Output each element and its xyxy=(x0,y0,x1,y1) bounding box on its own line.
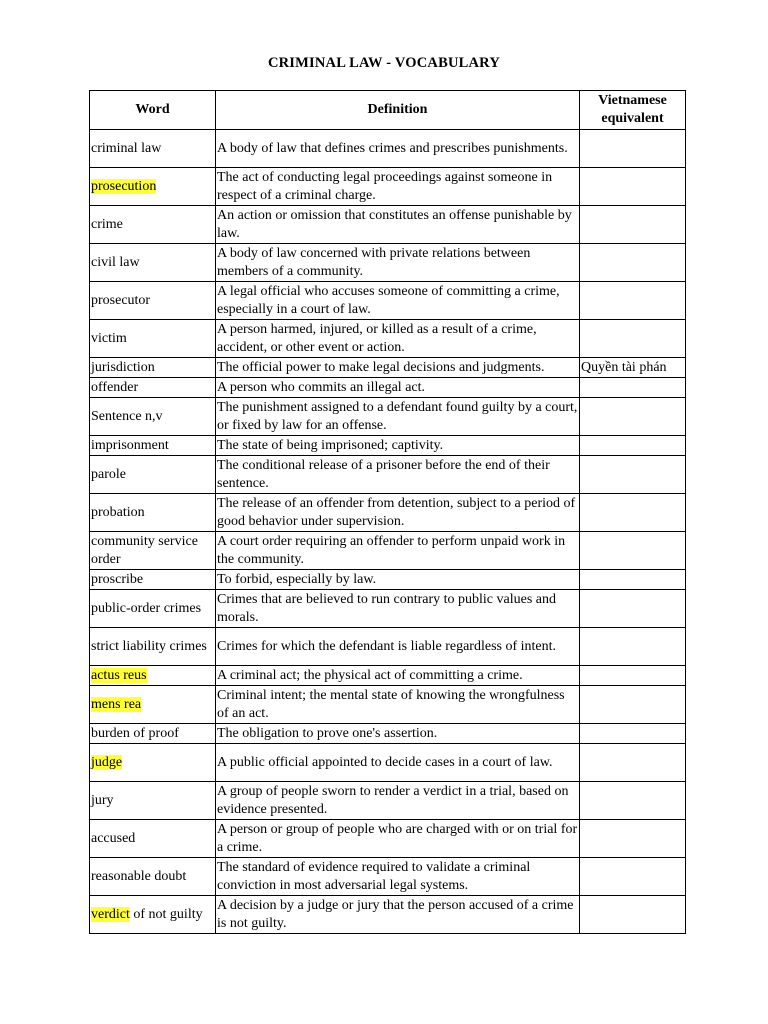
highlighted-word: mens rea xyxy=(91,696,142,712)
word-cell: jury xyxy=(90,782,216,820)
highlighted-word: judge xyxy=(91,754,123,770)
vietnamese-cell[interactable] xyxy=(580,320,686,358)
definition-cell: Crimes for which the defendant is liable regardless of intent. xyxy=(216,628,580,666)
word-rest: of not guilty xyxy=(129,906,203,922)
definition-cell: A body of law concerned with private relations between members of a community. xyxy=(216,244,580,282)
definition-cell: A court order requiring an offender to perform unpaid work in the community. xyxy=(216,532,580,570)
table-row xyxy=(90,436,686,456)
definition-cell: The release of an offender from detention, subject to a period of good behavior under supervision. xyxy=(216,494,580,532)
word-cell: reasonable doubt xyxy=(90,858,216,896)
table-row xyxy=(90,666,686,686)
definition-cell: The state of being imprisoned; captivity. xyxy=(216,436,580,456)
table-row xyxy=(90,378,686,398)
table-row xyxy=(90,456,686,494)
vietnamese-cell[interactable] xyxy=(580,494,686,532)
definition-cell: A criminal act; the physical act of committing a crime. xyxy=(216,666,580,686)
definition-cell: The punishment assigned to a defendant found guilty by a court, or fixed by law for an offense. xyxy=(216,398,580,436)
vietnamese-cell[interactable] xyxy=(580,130,686,168)
definition-cell: To forbid, especially by law. xyxy=(216,570,580,590)
table-row xyxy=(90,494,686,532)
table-row xyxy=(90,244,686,282)
definition-cell: A legal official who accuses someone of committing a crime, especially in a court of law. xyxy=(216,282,580,320)
word-cell: civil law xyxy=(90,244,216,282)
definition-cell: A person harmed, injured, or killed as a result of a crime, accident, or other event or action. xyxy=(216,320,580,358)
vietnamese-cell[interactable] xyxy=(580,858,686,896)
table-row xyxy=(90,820,686,858)
word-cell xyxy=(90,666,216,686)
vietnamese-cell[interactable] xyxy=(580,398,686,436)
vietnamese-cell[interactable] xyxy=(580,436,686,456)
word-cell: probation xyxy=(90,494,216,532)
highlighted-word: prosecution xyxy=(91,178,157,194)
table-row xyxy=(90,282,686,320)
definition-cell: The obligation to prove one's assertion. xyxy=(216,724,580,744)
word-cell: victim xyxy=(90,320,216,358)
word-cell: strict liability crimes xyxy=(90,628,216,666)
vietnamese-cell[interactable] xyxy=(580,628,686,666)
header-word: Word xyxy=(90,91,216,130)
vietnamese-cell[interactable] xyxy=(580,590,686,628)
vietnamese-cell[interactable] xyxy=(580,244,686,282)
table-row xyxy=(90,206,686,244)
table-row xyxy=(90,590,686,628)
word-cell xyxy=(90,686,216,724)
definition-cell: The standard of evidence required to validate a criminal conviction in most adversarial legal systems. xyxy=(216,858,580,896)
word-cell: offender xyxy=(90,378,216,398)
vietnamese-cell[interactable]: Quyền tài phán xyxy=(580,358,686,378)
word-cell: criminal law xyxy=(90,130,216,168)
vietnamese-cell[interactable] xyxy=(580,896,686,934)
vietnamese-cell[interactable] xyxy=(580,686,686,724)
highlighted-word: actus reus xyxy=(91,667,147,683)
vietnamese-cell[interactable] xyxy=(580,820,686,858)
word-cell xyxy=(90,896,216,934)
definition-cell: Crimes that are believed to run contrary to public values and morals. xyxy=(216,590,580,628)
table-row xyxy=(90,858,686,896)
table-header-row xyxy=(90,91,686,130)
definition-cell: A person who commits an illegal act. xyxy=(216,378,580,398)
definition-cell: The conditional release of a prisoner before the end of their sentence. xyxy=(216,456,580,494)
definition-cell: Criminal intent; the mental state of knowing the wrongfulness of an act. xyxy=(216,686,580,724)
vietnamese-cell[interactable] xyxy=(580,378,686,398)
table-row xyxy=(90,130,686,168)
word-cell: burden of proof xyxy=(90,724,216,744)
word-cell: accused xyxy=(90,820,216,858)
table-row xyxy=(90,782,686,820)
vietnamese-cell[interactable] xyxy=(580,744,686,782)
table-row xyxy=(90,628,686,666)
vietnamese-cell[interactable] xyxy=(580,206,686,244)
highlighted-word: verdict xyxy=(91,906,130,922)
vietnamese-cell[interactable] xyxy=(580,782,686,820)
table-row xyxy=(90,320,686,358)
table-row xyxy=(90,358,686,378)
definition-cell: An action or omission that constitutes an offense punishable by law. xyxy=(216,206,580,244)
table-row xyxy=(90,168,686,206)
definition-cell: A body of law that defines crimes and prescribes punishments. xyxy=(216,130,580,168)
vietnamese-cell[interactable] xyxy=(580,724,686,744)
table-row xyxy=(90,570,686,590)
word-cell: Sentence n,v xyxy=(90,398,216,436)
table-row xyxy=(90,724,686,744)
word-cell: proscribe xyxy=(90,570,216,590)
vocabulary-table xyxy=(89,90,686,934)
vietnamese-cell[interactable] xyxy=(580,532,686,570)
table-row xyxy=(90,896,686,934)
vietnamese-cell[interactable] xyxy=(580,666,686,686)
page-title: CRIMINAL LAW - VOCABULARY xyxy=(267,55,501,71)
vietnamese-cell[interactable] xyxy=(580,168,686,206)
word-cell: public-order crimes xyxy=(90,590,216,628)
definition-cell: The act of conducting legal proceedings against someone in respect of a criminal charge. xyxy=(216,168,580,206)
vietnamese-cell[interactable] xyxy=(580,456,686,494)
word-cell: parole xyxy=(90,456,216,494)
table-row xyxy=(90,686,686,724)
vietnamese-cell[interactable] xyxy=(580,282,686,320)
word-cell xyxy=(90,168,216,206)
word-cell: jurisdiction xyxy=(90,358,216,378)
definition-cell: The official power to make legal decisions and judgments. xyxy=(216,358,580,378)
table-row xyxy=(90,532,686,570)
word-cell: crime xyxy=(90,206,216,244)
table-row xyxy=(90,398,686,436)
definition-cell: A person or group of people who are charged with or on trial for a crime. xyxy=(216,820,580,858)
word-cell: community service order xyxy=(90,532,216,570)
word-cell: imprisonment xyxy=(90,436,216,456)
definition-cell: A group of people sworn to render a verdict in a trial, based on evidence presented. xyxy=(216,782,580,820)
header-vietnamese: Vietnamese equivalent xyxy=(580,91,686,130)
word-cell: prosecutor xyxy=(90,282,216,320)
table-row xyxy=(90,744,686,782)
definition-cell: A public official appointed to decide cases in a court of law. xyxy=(216,744,580,782)
vietnamese-cell[interactable] xyxy=(580,570,686,590)
definition-cell: A decision by a judge or jury that the person accused of a crime is not guilty. xyxy=(216,896,580,934)
word-cell xyxy=(90,744,216,782)
header-definition: Definition xyxy=(216,91,580,130)
